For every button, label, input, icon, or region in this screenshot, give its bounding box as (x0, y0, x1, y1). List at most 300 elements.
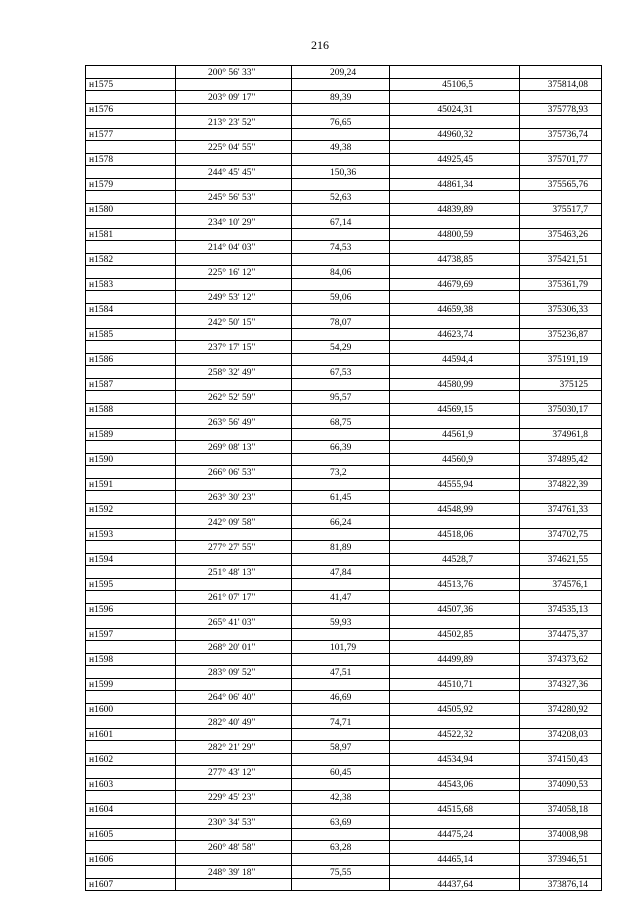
point-row (86, 628, 602, 641)
y-coordinate-cell (520, 316, 602, 329)
page-number: 216 (311, 38, 329, 52)
point-id-cell (86, 316, 176, 329)
y-coordinate-cell (520, 716, 602, 729)
y-coordinate-cell: 374090,53 (520, 778, 602, 791)
point-id-cell: н1597 (86, 628, 176, 641)
y-coordinate-cell (520, 691, 602, 704)
point-id-cell (86, 541, 176, 554)
point-id-cell: н1591 (86, 478, 176, 491)
x-coordinate-cell (390, 816, 520, 829)
x-coordinate-cell (390, 766, 520, 779)
x-coordinate-cell: 44499,89 (390, 653, 520, 666)
distance-cell: 54,29 (292, 341, 390, 354)
x-coordinate-cell (390, 391, 520, 404)
distance-cell (292, 103, 390, 116)
x-coordinate-cell (390, 341, 520, 354)
y-coordinate-cell: 375814,08 (520, 78, 602, 91)
point-id-cell (86, 741, 176, 754)
point-row (86, 353, 602, 366)
segment-row (86, 266, 602, 279)
y-coordinate-cell (520, 191, 602, 204)
distance-cell (292, 128, 390, 141)
distance-cell (292, 228, 390, 241)
bearing-cell (176, 828, 292, 841)
x-coordinate-cell: 44800,59 (390, 228, 520, 241)
y-coordinate-cell (520, 541, 602, 554)
point-row (86, 528, 602, 541)
distance-cell (292, 628, 390, 641)
distance-cell (292, 653, 390, 666)
x-coordinate-cell: 44534,94 (390, 753, 520, 766)
point-id-cell (86, 241, 176, 254)
y-coordinate-cell: 374822,39 (520, 478, 602, 491)
y-coordinate-cell (520, 566, 602, 579)
y-coordinate-cell (520, 266, 602, 279)
x-coordinate-cell: 44555,94 (390, 478, 520, 491)
x-coordinate-cell: 44510,71 (390, 678, 520, 691)
bearing-cell: 234° 10' 29" (176, 216, 292, 229)
y-coordinate-cell: 374058,18 (520, 803, 602, 816)
distance-cell: 67,14 (292, 216, 390, 229)
distance-cell: 41,47 (292, 591, 390, 604)
bearing-cell: 282° 40' 49" (176, 716, 292, 729)
distance-cell (292, 78, 390, 91)
point-id-cell: н1603 (86, 778, 176, 791)
point-id-cell (86, 291, 176, 304)
x-coordinate-cell (390, 591, 520, 604)
bearing-cell: 244° 45' 45" (176, 166, 292, 179)
x-coordinate-cell: 44507,36 (390, 603, 520, 616)
x-coordinate-cell: 45106,5 (390, 78, 520, 91)
bearing-cell (176, 453, 292, 466)
point-row (86, 878, 602, 891)
bearing-cell (176, 628, 292, 641)
distance-cell: 63,69 (292, 816, 390, 829)
bearing-cell: 229° 45' 23" (176, 791, 292, 804)
point-row (86, 578, 602, 591)
bearing-cell (176, 653, 292, 666)
point-row (86, 478, 602, 491)
distance-cell (292, 403, 390, 416)
point-id-cell: н1599 (86, 678, 176, 691)
point-row (86, 803, 602, 816)
y-coordinate-cell: 375463,26 (520, 228, 602, 241)
x-coordinate-cell: 45024,31 (390, 103, 520, 116)
y-coordinate-cell: 374208,03 (520, 728, 602, 741)
bearing-cell: 265° 41' 03" (176, 616, 292, 629)
distance-cell (292, 853, 390, 866)
distance-cell (292, 253, 390, 266)
x-coordinate-cell (390, 791, 520, 804)
distance-cell: 63,28 (292, 841, 390, 854)
point-id-cell (86, 666, 176, 679)
point-id-cell (86, 641, 176, 654)
point-row (86, 603, 602, 616)
distance-cell: 47,84 (292, 566, 390, 579)
point-id-cell: н1595 (86, 578, 176, 591)
segment-row (86, 116, 602, 129)
bearing-cell: 277° 27' 55" (176, 541, 292, 554)
point-id-cell (86, 266, 176, 279)
y-coordinate-cell (520, 841, 602, 854)
bearing-cell (176, 103, 292, 116)
bearing-cell (176, 753, 292, 766)
bearing-cell: 277° 43' 12" (176, 766, 292, 779)
point-id-cell (86, 691, 176, 704)
point-id-cell: н1585 (86, 328, 176, 341)
x-coordinate-cell (390, 516, 520, 529)
point-id-cell: н1587 (86, 378, 176, 391)
point-id-cell: н1577 (86, 128, 176, 141)
bearing-cell: 262° 52' 59" (176, 391, 292, 404)
distance-cell (292, 378, 390, 391)
distance-cell: 73,2 (292, 466, 390, 479)
segment-row (86, 791, 602, 804)
bearing-cell: 200° 56' 33" (176, 66, 292, 79)
point-id-cell: н1589 (86, 428, 176, 441)
x-coordinate-cell (390, 466, 520, 479)
point-id-cell: н1575 (86, 78, 176, 91)
point-row (86, 853, 602, 866)
y-coordinate-cell: 374008,98 (520, 828, 602, 841)
segment-row (86, 166, 602, 179)
x-coordinate-cell: 44515,68 (390, 803, 520, 816)
x-coordinate-cell (390, 441, 520, 454)
distance-cell (292, 328, 390, 341)
x-coordinate-cell: 44623,74 (390, 328, 520, 341)
y-coordinate-cell (520, 441, 602, 454)
point-id-cell: н1590 (86, 453, 176, 466)
point-id-cell (86, 66, 176, 79)
distance-cell: 89,39 (292, 91, 390, 104)
y-coordinate-cell: 374280,92 (520, 703, 602, 716)
point-id-cell (86, 491, 176, 504)
segment-row (86, 466, 602, 479)
distance-cell: 49,38 (292, 141, 390, 154)
x-coordinate-cell (390, 716, 520, 729)
y-coordinate-cell (520, 91, 602, 104)
point-id-cell (86, 391, 176, 404)
segment-row (86, 841, 602, 854)
bearing-cell: 268° 20' 01" (176, 641, 292, 654)
bearing-cell: 264° 06' 40" (176, 691, 292, 704)
distance-cell (292, 878, 390, 891)
y-coordinate-cell (520, 866, 602, 879)
point-id-cell (86, 166, 176, 179)
y-coordinate-cell: 374895,42 (520, 453, 602, 466)
bearing-cell (176, 328, 292, 341)
y-coordinate-cell (520, 791, 602, 804)
y-coordinate-cell: 374621,55 (520, 553, 602, 566)
distance-cell: 78,07 (292, 316, 390, 329)
segment-row (86, 691, 602, 704)
point-row (86, 203, 602, 216)
bearing-cell (176, 203, 292, 216)
x-coordinate-cell (390, 841, 520, 854)
x-coordinate-cell (390, 491, 520, 504)
point-id-cell: н1607 (86, 878, 176, 891)
x-coordinate-cell: 44528,7 (390, 553, 520, 566)
bearing-cell: 266° 06' 53" (176, 466, 292, 479)
point-id-cell (86, 366, 176, 379)
distance-cell (292, 353, 390, 366)
x-coordinate-cell: 44543,06 (390, 778, 520, 791)
x-coordinate-cell (390, 416, 520, 429)
bearing-cell: 248° 39' 18" (176, 866, 292, 879)
segment-row (86, 516, 602, 529)
x-coordinate-cell (390, 91, 520, 104)
bearing-cell: 251° 48' 13" (176, 566, 292, 579)
bearing-cell: 225° 04' 55" (176, 141, 292, 154)
segment-row (86, 91, 602, 104)
distance-cell (292, 753, 390, 766)
segment-row (86, 291, 602, 304)
distance-cell: 76,65 (292, 116, 390, 129)
distance-cell: 47,51 (292, 666, 390, 679)
segment-row (86, 341, 602, 354)
distance-cell (292, 528, 390, 541)
segment-row (86, 316, 602, 329)
x-coordinate-cell: 44560,9 (390, 453, 520, 466)
distance-cell: 66,24 (292, 516, 390, 529)
x-coordinate-cell (390, 291, 520, 304)
x-coordinate-cell: 44569,15 (390, 403, 520, 416)
y-coordinate-cell: 373876,14 (520, 878, 602, 891)
bearing-cell: 242° 09' 58" (176, 516, 292, 529)
segment-row (86, 666, 602, 679)
point-id-cell (86, 416, 176, 429)
bearing-cell (176, 428, 292, 441)
x-coordinate-cell: 44518,06 (390, 528, 520, 541)
distance-cell: 74,71 (292, 716, 390, 729)
distance-cell: 61,45 (292, 491, 390, 504)
x-coordinate-cell (390, 741, 520, 754)
point-row (86, 178, 602, 191)
segment-row (86, 616, 602, 629)
y-coordinate-cell (520, 291, 602, 304)
distance-cell (292, 778, 390, 791)
segment-row (86, 491, 602, 504)
x-coordinate-cell: 44925,45 (390, 153, 520, 166)
point-row (86, 453, 602, 466)
point-row (86, 428, 602, 441)
segment-row (86, 416, 602, 429)
point-id-cell (86, 341, 176, 354)
point-id-cell (86, 441, 176, 454)
point-id-cell (86, 466, 176, 479)
bearing-cell: 213° 23' 52" (176, 116, 292, 129)
x-coordinate-cell: 44839,89 (390, 203, 520, 216)
point-row (86, 728, 602, 741)
distance-cell: 68,75 (292, 416, 390, 429)
distance-cell: 84,06 (292, 266, 390, 279)
distance-cell (292, 603, 390, 616)
point-id-cell: н1600 (86, 703, 176, 716)
distance-cell (292, 203, 390, 216)
segment-row (86, 216, 602, 229)
bearing-cell (176, 778, 292, 791)
x-coordinate-cell: 44861,34 (390, 178, 520, 191)
y-coordinate-cell: 374150,43 (520, 753, 602, 766)
segment-row (86, 241, 602, 254)
x-coordinate-cell (390, 316, 520, 329)
bearing-cell: 260° 48' 58" (176, 841, 292, 854)
y-coordinate-cell (520, 141, 602, 154)
bearing-cell (176, 553, 292, 566)
y-coordinate-cell (520, 166, 602, 179)
y-coordinate-cell: 375565,76 (520, 178, 602, 191)
x-coordinate-cell (390, 566, 520, 579)
point-row (86, 153, 602, 166)
segment-row (86, 566, 602, 579)
y-coordinate-cell (520, 216, 602, 229)
bearing-cell: 261° 07' 17" (176, 591, 292, 604)
x-coordinate-cell (390, 191, 520, 204)
point-id-cell: н1604 (86, 803, 176, 816)
x-coordinate-cell: 44522,32 (390, 728, 520, 741)
x-coordinate-cell (390, 141, 520, 154)
bearing-cell (176, 578, 292, 591)
y-coordinate-cell: 374373,62 (520, 653, 602, 666)
distance-cell (292, 828, 390, 841)
x-coordinate-cell (390, 691, 520, 704)
x-coordinate-cell: 44502,85 (390, 628, 520, 641)
distance-cell (292, 153, 390, 166)
y-coordinate-cell (520, 741, 602, 754)
x-coordinate-cell (390, 616, 520, 629)
point-id-cell (86, 766, 176, 779)
segment-row (86, 716, 602, 729)
segment-row (86, 541, 602, 554)
x-coordinate-cell: 44548,99 (390, 503, 520, 516)
x-coordinate-cell: 44465,14 (390, 853, 520, 866)
segment-row (86, 866, 602, 879)
point-id-cell: н1578 (86, 153, 176, 166)
point-id-cell: н1583 (86, 278, 176, 291)
bearing-cell: 242° 50' 15" (176, 316, 292, 329)
point-row (86, 253, 602, 266)
distance-cell (292, 678, 390, 691)
bearing-cell (176, 703, 292, 716)
point-id-cell (86, 216, 176, 229)
point-row (86, 328, 602, 341)
x-coordinate-cell: 44659,38 (390, 303, 520, 316)
bearing-cell: 203° 09' 17" (176, 91, 292, 104)
x-coordinate-cell (390, 366, 520, 379)
distance-cell: 58,97 (292, 741, 390, 754)
distance-cell (292, 728, 390, 741)
bearing-cell: 245° 56' 53" (176, 191, 292, 204)
point-id-cell (86, 716, 176, 729)
y-coordinate-cell: 375517,7 (520, 203, 602, 216)
segment-row (86, 66, 602, 79)
point-id-cell: н1593 (86, 528, 176, 541)
bearing-cell (176, 78, 292, 91)
bearing-cell (176, 303, 292, 316)
x-coordinate-cell: 44594,4 (390, 353, 520, 366)
y-coordinate-cell (520, 416, 602, 429)
x-coordinate-cell: 44960,32 (390, 128, 520, 141)
bearing-cell: 283° 09' 52" (176, 666, 292, 679)
x-coordinate-cell (390, 166, 520, 179)
distance-cell: 101,79 (292, 641, 390, 654)
x-coordinate-cell: 44580,99 (390, 378, 520, 391)
point-id-cell: н1598 (86, 653, 176, 666)
y-coordinate-cell: 374327,36 (520, 678, 602, 691)
point-id-cell: н1605 (86, 828, 176, 841)
y-coordinate-cell (520, 641, 602, 654)
point-id-cell (86, 516, 176, 529)
bearing-cell (176, 678, 292, 691)
segment-row (86, 391, 602, 404)
y-coordinate-cell: 375736,74 (520, 128, 602, 141)
bearing-cell (176, 728, 292, 741)
bearing-cell (176, 378, 292, 391)
bearing-cell (176, 878, 292, 891)
point-id-cell: н1596 (86, 603, 176, 616)
distance-cell: 81,89 (292, 541, 390, 554)
point-id-cell (86, 841, 176, 854)
distance-cell: 46,69 (292, 691, 390, 704)
y-coordinate-cell (520, 516, 602, 529)
y-coordinate-cell: 375361,79 (520, 278, 602, 291)
segment-row (86, 591, 602, 604)
point-id-cell (86, 616, 176, 629)
point-row (86, 778, 602, 791)
distance-cell (292, 278, 390, 291)
distance-cell (292, 303, 390, 316)
point-id-cell: н1581 (86, 228, 176, 241)
bearing-cell: 214° 04' 03" (176, 241, 292, 254)
point-id-cell: н1601 (86, 728, 176, 741)
point-id-cell (86, 866, 176, 879)
point-id-cell (86, 816, 176, 829)
bearing-cell (176, 253, 292, 266)
distance-cell: 52,63 (292, 191, 390, 204)
y-coordinate-cell: 375306,33 (520, 303, 602, 316)
distance-cell (292, 453, 390, 466)
bearing-cell (176, 128, 292, 141)
x-coordinate-cell (390, 541, 520, 554)
bearing-cell (176, 803, 292, 816)
y-coordinate-cell: 375236,87 (520, 328, 602, 341)
bearing-cell: 263° 30' 23" (176, 491, 292, 504)
segment-row (86, 741, 602, 754)
point-row (86, 553, 602, 566)
distance-cell: 150,36 (292, 166, 390, 179)
point-id-cell: н1580 (86, 203, 176, 216)
bearing-cell (176, 228, 292, 241)
point-row (86, 303, 602, 316)
coordinates-table-body (86, 66, 602, 891)
distance-cell (292, 428, 390, 441)
point-row (86, 103, 602, 116)
distance-cell: 209,24 (292, 66, 390, 79)
x-coordinate-cell (390, 666, 520, 679)
point-row (86, 128, 602, 141)
point-id-cell: н1582 (86, 253, 176, 266)
point-row (86, 703, 602, 716)
bearing-cell (176, 528, 292, 541)
point-row (86, 278, 602, 291)
bearing-cell: 237° 17' 15" (176, 341, 292, 354)
distance-cell (292, 503, 390, 516)
point-id-cell (86, 141, 176, 154)
y-coordinate-cell (520, 116, 602, 129)
distance-cell: 42,38 (292, 791, 390, 804)
point-row (86, 828, 602, 841)
y-coordinate-cell (520, 341, 602, 354)
